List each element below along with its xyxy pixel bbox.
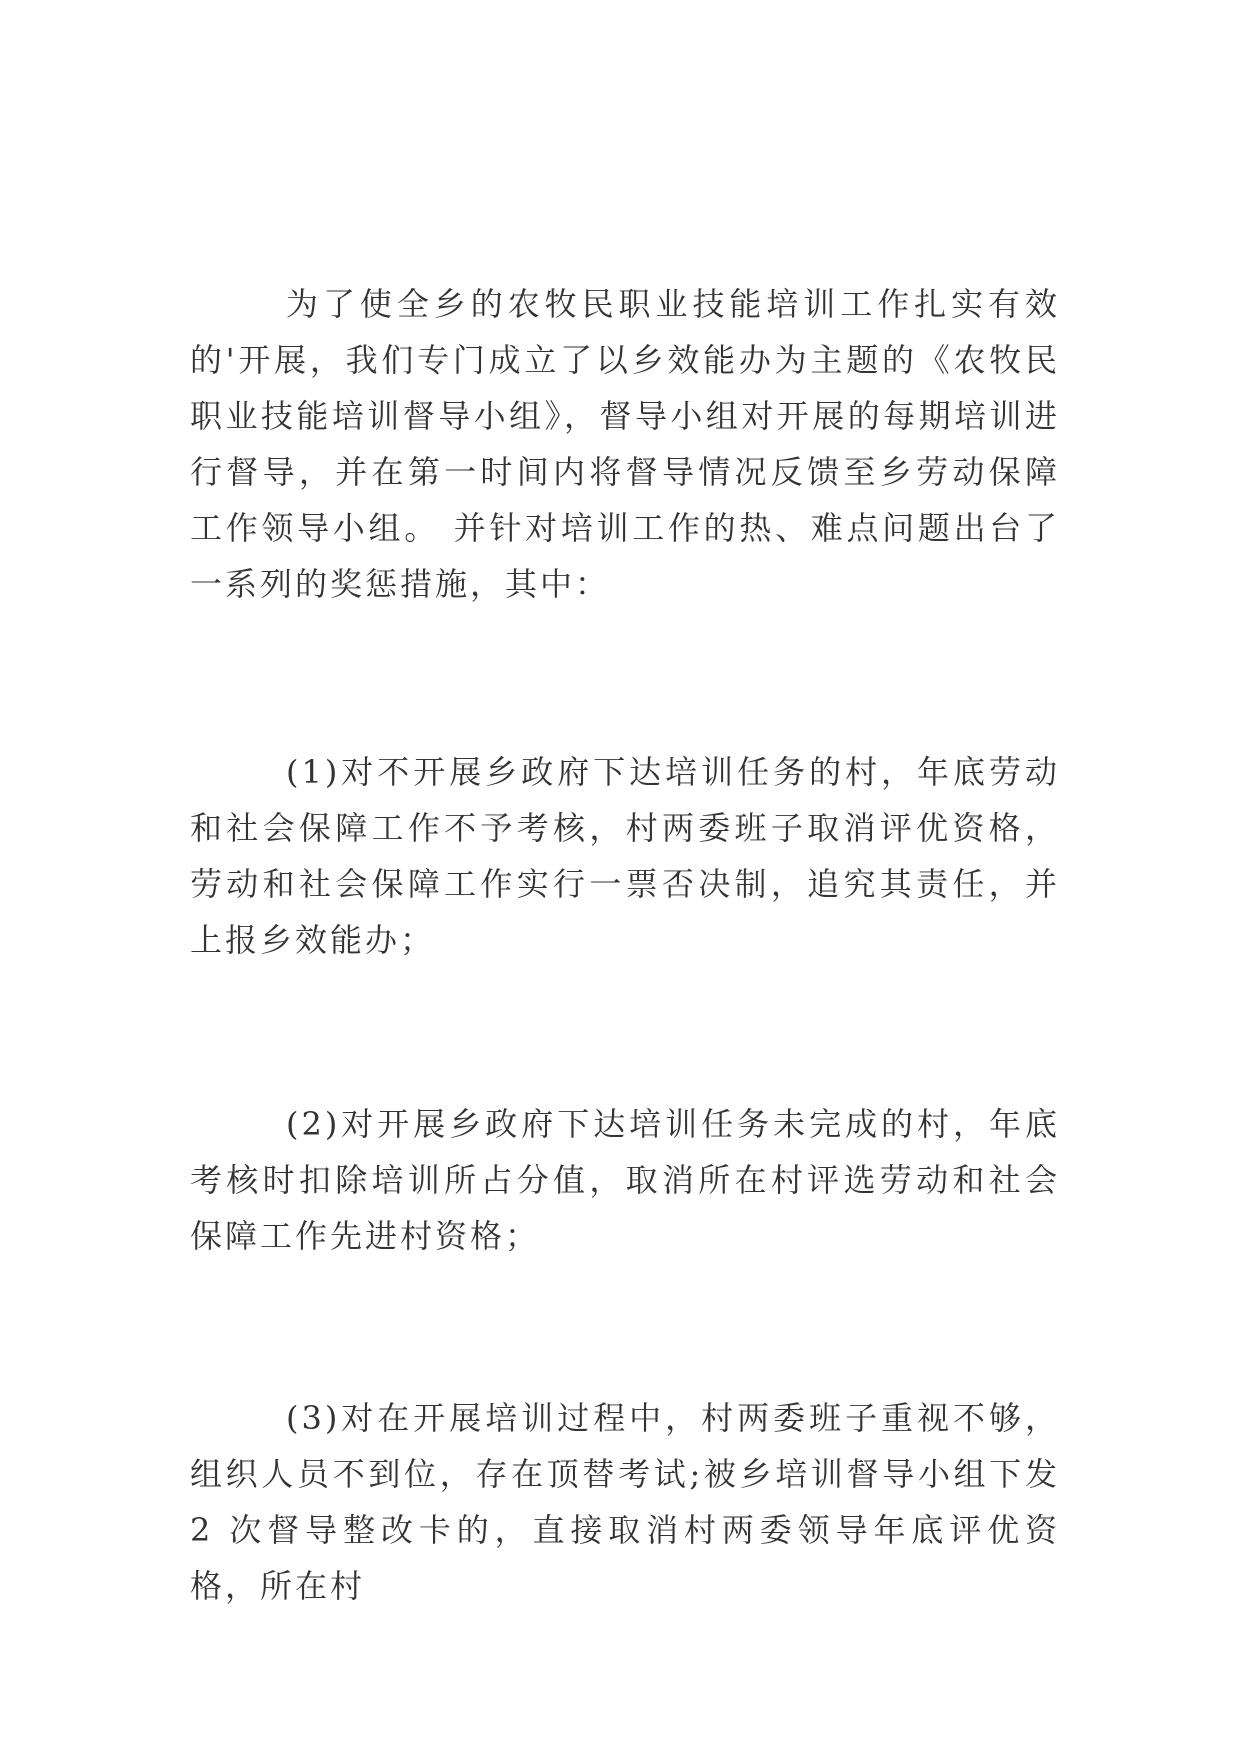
- paragraph-intro: 为了使全乡的农牧民职业技能培训工作扎实有效的'开展，我们专门成立了以乡效能办为主题的《农牧民职业技能培训督导小组》，督导小组对开展的每期培训进行督导，并在第一时间内将督导情况反馈至乡劳动保障工作领导小组。 并针对培训工作的热、难点问题出台了一系列的奖惩措施，其中：: [190, 285, 1060, 603]
- paragraph-measure-2: (2)对开展乡政府下达培训任务未完成的村，年底考核时扣除培训所占分值，取消所在村评选劳动和社会保障工作先进村资格；: [190, 1105, 1060, 1255]
- paragraph-measure-3: (3)对在开展培训过程中，村两委班子重视不够，组织人员不到位，存在顶替考试;被乡培训督导小组下发 2 次督导整改卡的，直接取消村两委领导年底评优资格，所在村: [190, 1399, 1060, 1605]
- paragraph-measure-1: (1)对不开展乡政府下达培训任务的村，年底劳动和社会保障工作不予考核，村两委班子取消评优资格，劳动和社会保障工作实行一票否决制，追究其责任，并上报乡效能办；: [190, 753, 1060, 959]
